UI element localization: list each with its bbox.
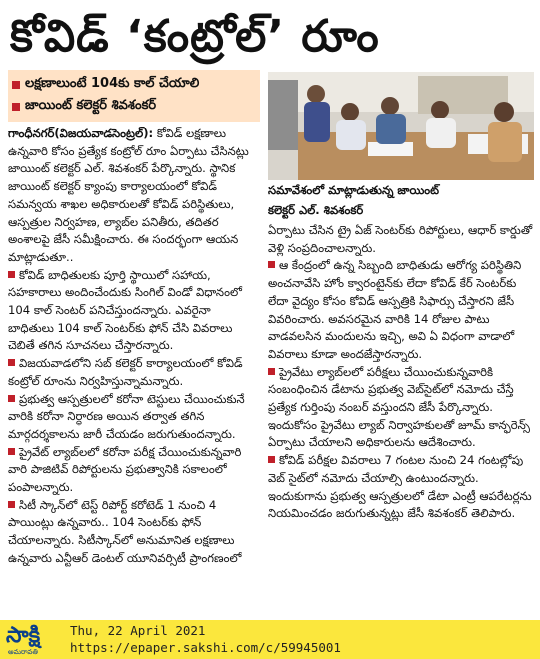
edition-link[interactable]: https://epaper.sakshi.com/c/59945001 bbox=[70, 640, 341, 655]
caption-line: సమావేశంలో మాట్లాడుతున్న జాయింట్ bbox=[268, 183, 439, 197]
square-bullet-icon bbox=[268, 368, 275, 375]
article-paragraph bbox=[8, 391, 260, 444]
paragraph-text: సిటీ స్కాన్‌లో టెస్ట్ రిపోర్ట్ కరోటెడ్ 1 నుంచి 4 పాయింట్లు ఉన్నవారు.. 104 సెంటర్‌కు ఫోన్ చేయాలన్నారు. సిటీస్కాన్‌లో అనుమానిత లక్షణాలు ఉన్నవారు ఎన్టీఆర్ డెంటల్ యూనివర్సిటీ ప్రాంగణంలో bbox=[8, 497, 242, 565]
square-bullet-icon bbox=[8, 395, 15, 402]
meeting-photo-image bbox=[268, 72, 534, 180]
meeting-photo bbox=[268, 72, 534, 180]
paragraph-text: ప్రైవేట్ ల్యాబ్‌లలో కరోనా పరీక్ష చేయించుకున్నవారి వారి పాజిటివ్ రిపోర్టులను ప్రభుత్వానికి సకాలంలో పంపాలన్నారు. bbox=[8, 444, 242, 495]
paragraph-text: ప్రైవేటు ల్యాబ్‌లలో పరీక్షలు చేయించుకున్నవారికి సంబంధించిన డేటాను ప్రభుత్వ వెబ్‌సైట్‌లో నమోదు చేస్తే ప్రత్యేక గుర్తింపు నంబర్ వస్తుందని జేసీ పేర్కొన్నారు. ఇందుకోసం ప్రైవేటు ల్యాబ్ నిర్వాహకులతో జూమ్ కాన్ఫరెన్స్ ఏర్పాటు చేయాలని అధికారులను ఆదేశించారు. bbox=[268, 364, 530, 450]
square-bullet-icon bbox=[8, 448, 15, 455]
paragraph-text: కోవిడ్ పరీక్షల వివరాలు 7 గంటల నుంచి 24 గంటల్లోపు వెబ్ సైట్‌లో నమోదు చేయాల్సి ఉంటుందన్నారు. ఇందుకుగాను ప్రభుత్వ ఆస్పత్రులలో డేటా ఎంట్రీ ఆపరేటర్లను నియమించడం జరుగుతున్నట్లు జేసీ శివశంకర్ తెలిపారు. bbox=[268, 453, 532, 521]
article-paragraph bbox=[268, 222, 534, 257]
dateline: గాంధీనగర్(విజయవాడసెంట్రల్): bbox=[8, 126, 154, 140]
highlight-text: లక్షణాలుంటే 104కు కాల్ చేయాలి bbox=[25, 76, 200, 91]
photo-caption bbox=[268, 180, 534, 220]
highlight-item bbox=[12, 74, 260, 96]
square-bullet-icon bbox=[12, 81, 20, 89]
paragraph-text: కోవిడ్ లక్షణాలు ఉన్నవారి కోసం ప్రత్యేక కంట్రోల్ రూం ఏర్పాటు చేసినట్లు జాయింట్ కలెక్టర్ ఎల్. శివశంకర్ పేర్కొన్నారు. స్థానిక జాయింట్ కలెక్టర్ క్యాంపు కార్యాలయంలో కోవిడ్ సమన్వయ శాఖల అధికారులతో కోవిడ్ పరిస్థితులు, ఆస్పత్రుల నిర్వహణ, ల్యాబ్‌ల పనితీరు, తదితర అంశాలపై జేసీ సమీక్షించారు. ఈ సందర్భంగా ఆయన మాట్లాడుతూ.. bbox=[8, 126, 249, 264]
article-paragraph bbox=[8, 497, 260, 568]
paragraph-text: కోవిడ్ బాధితులకు పూర్తి స్థాయిలో సహాయ, సహకారాలు అందించేందుకు సింగిల్ విండో విధానంలో 104 కాల్ సెంటర్ పనిచేస్తుందన్నారు. ఎవరైనా బాధితులు 104 కాల్ సెంటర్‌కు ఫోన్ చేసి వివరాలు చెబితే తగిన సూచనలు చేస్తారన్నారు. bbox=[8, 267, 242, 353]
article-paragraph bbox=[8, 355, 260, 390]
article-paragraph bbox=[268, 452, 534, 523]
highlight-item bbox=[12, 96, 260, 118]
square-bullet-icon bbox=[8, 501, 15, 508]
article-right-column bbox=[268, 222, 534, 618]
article-paragraph bbox=[268, 364, 534, 453]
paragraph-text: ప్రభుత్వ ఆస్పత్రులలో కరోనా టెస్టులు చేయించుకునే వారికి కరోనా నిర్ధారణ అయిన తర్వాత తగిన మార్గదర్శకాలను జారీ చేయడం జరుగుతుందన్నారు. bbox=[8, 391, 245, 441]
article-paragraph bbox=[8, 125, 260, 267]
article-left-column bbox=[8, 125, 260, 618]
highlights-box bbox=[8, 70, 260, 122]
logo-edition: అమరావతి bbox=[8, 648, 38, 656]
square-bullet-icon bbox=[268, 261, 275, 268]
square-bullet-icon bbox=[8, 271, 15, 278]
paragraph-text: ఏర్పాటు చేసిన ట్రై ఏజ్ సెంటర్‌కు రిపోర్టులు, ఆధార్ కార్డుతో వెళ్లి సంప్రదించాలన్నారు. bbox=[268, 223, 533, 255]
logo-wordmark: సాక్షి bbox=[6, 623, 41, 648]
paragraph-text: ఆ కేంద్రంలో ఉన్న సిబ్బంది బాధితుడు ఆరోగ్య పరిస్థితిని అంచనావేసి హోం క్వారంటైన్‌కు లేదా కోవిడ్ కేర్ సెంటర్‌కు లేదా వైద్యం కోసం కోవిడ్ ఆస్పత్రికి సిఫార్సు చేస్తారని జేసీ వివరించారు. అవసరమైన వారికి 14 రోజుల పాటు వాడవలసిన మందులను ఇచ్చి, అవి ఏ విధంగా వాడాలో వివరాలు కూడా అందజేస్తారన్నారు. bbox=[268, 258, 522, 361]
article-paragraph bbox=[268, 257, 534, 363]
square-bullet-icon bbox=[8, 359, 15, 366]
sakshi-logo[interactable] bbox=[6, 623, 64, 656]
edition-date: Thu, 22 April 2021 bbox=[70, 623, 206, 638]
paragraph-text: విజయవాడలోని సబ్ కలెక్టర్ కార్యాలయంలో కోవిడ్ కంట్రోల్ రూంను నిర్వహిస్తున్నామన్నారు. bbox=[8, 356, 243, 388]
square-bullet-icon bbox=[12, 103, 20, 111]
article-paragraph bbox=[8, 444, 260, 497]
caption-line: కలెక్టర్ ఎల్. శివశంకర్ bbox=[268, 203, 364, 217]
highlight-text: జాయింట్ కలెక్టర్ శివశంకర్ bbox=[25, 98, 157, 113]
square-bullet-icon bbox=[268, 456, 275, 463]
epaper-footer bbox=[0, 620, 540, 659]
article-paragraph bbox=[8, 267, 260, 356]
headline: కోవిడ్ ‘కంట్రోల్’ రూం bbox=[10, 11, 380, 62]
